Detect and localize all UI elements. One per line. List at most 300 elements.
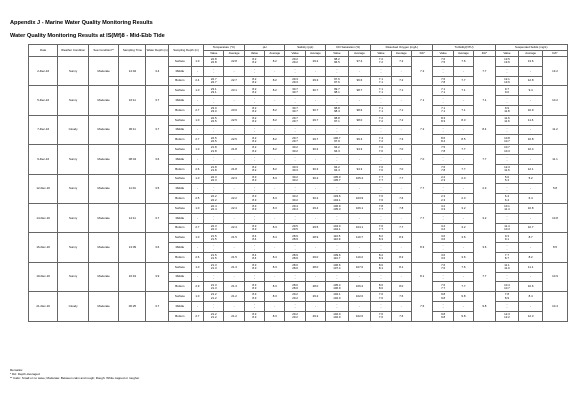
cell-temperature-value: 22.3 — [210, 223, 217, 228]
col-sea: Sea Condition** — [88, 45, 119, 57]
cell-temperature-value: - — [213, 214, 215, 219]
cell-salinity-value: - — [294, 99, 296, 104]
cell-dissolved-oxygen-value: - — [380, 246, 382, 251]
cell-water-depth: 3.6 — [146, 145, 169, 174]
cell-dissolved-oxygen-values — [371, 223, 391, 233]
cell-turbidity-average: - — [453, 154, 473, 164]
cell-dissolved-oxygen-values — [371, 76, 391, 86]
cell-suspended-solids-value: 11.0 — [504, 266, 510, 271]
cell-ph-values — [244, 125, 264, 135]
cell-do-saturation-average: 98.6 — [348, 105, 371, 115]
cell-suspended-solids-values — [495, 86, 519, 96]
cell-dissolved-oxygen-values — [371, 115, 391, 125]
cell-dissolved-oxygen-average: 7.3 — [391, 135, 411, 145]
cell-temperature-values — [204, 57, 224, 67]
cell-suspended-solids-value: 13.6 — [504, 79, 510, 84]
col-do-saturation: DO Saturation (%) — [326, 45, 371, 51]
cell-ph-average: - — [265, 125, 285, 135]
cell-suspended-solids-depth-averaged: 10.2 — [543, 86, 568, 115]
cell-salinity-value: 29.2 — [292, 295, 298, 300]
cell-suspended-solids-values — [495, 135, 519, 145]
cell-temperature-value: 22.3 — [210, 177, 217, 182]
cell-level: Middle — [169, 96, 192, 106]
cell-turbidity-value: - — [442, 275, 444, 280]
cell-sampling-time: 11:01 — [119, 174, 146, 203]
cell-temperature-value: 22.8 — [210, 57, 217, 62]
cell-do-saturation-values — [326, 154, 349, 164]
cell-temperature-values — [204, 252, 224, 262]
cell-ph-value: 8.2 — [252, 168, 257, 173]
cell-temperature-values — [204, 66, 224, 76]
cell-turbidity-depth-averaged: 7.1 — [474, 86, 495, 115]
cell-do-saturation-value: 97.6 — [334, 79, 340, 84]
cell-do-saturation-value: 99.7 — [334, 86, 340, 91]
cell-do-saturation-value: 98.8 — [334, 116, 340, 121]
cell-ph-value: 8.3 — [252, 177, 257, 182]
cell-weather: Sunny — [58, 233, 89, 262]
cell-sampling-depth: 2.5 — [191, 194, 203, 204]
col-date: Date — [29, 45, 58, 57]
cell-dissolved-oxygen-average: 7.8 — [391, 203, 411, 213]
cell-salinity-value: - — [294, 302, 296, 307]
cell-do-saturation-value: - — [336, 217, 338, 222]
cell-dissolved-oxygen-average: 7.6 — [391, 194, 411, 204]
cell-weather: Sunny — [58, 262, 89, 291]
cell-dissolved-oxygen-value: - — [380, 155, 382, 160]
cell-ph-average: 8.2 — [265, 105, 285, 115]
cell-turbidity-value: 7.8 — [441, 148, 446, 153]
cell-ph-values — [244, 174, 264, 184]
cell-dissolved-oxygen-value: 7.0 — [378, 145, 383, 150]
cell-do-saturation-value: - — [336, 96, 338, 101]
cell-salinity-value: 29.5 — [292, 223, 298, 228]
cell-temperature-value: 21.2 — [210, 315, 217, 320]
cell-suspended-solids-value: 11.4 — [504, 223, 510, 228]
cell-dissolved-oxygen-value: - — [380, 272, 382, 277]
cell-ph-values — [244, 184, 264, 194]
cell-ph-value: 8.3 — [252, 174, 257, 179]
cell-salinity-value: 28.9 — [292, 233, 298, 238]
cell-dissolved-oxygen-value: 7.7 — [378, 177, 383, 182]
cell-dissolved-oxygen-value: - — [380, 275, 382, 280]
cell-do-saturation-average: 106.1 — [348, 203, 371, 213]
cell-dissolved-oxygen-value: 8.0 — [378, 263, 383, 268]
cell-ph-value: 8.3 — [252, 312, 257, 317]
cell-temperature-average: 21.5 — [224, 233, 244, 243]
subcol-da: DA* — [411, 51, 433, 57]
cell-dissolved-oxygen-average: - — [391, 301, 411, 311]
cell-do-saturation-values — [326, 272, 349, 282]
cell-water-depth: 3.9 — [146, 262, 169, 291]
cell-level: Middle — [169, 301, 192, 311]
cell-turbidity-value: - — [442, 246, 444, 251]
cell-dissolved-oxygen-value: 7.2 — [378, 116, 383, 121]
cell-suspended-solids-depth-averaged: 11.2 — [543, 115, 568, 144]
subcol-average: Average — [224, 51, 244, 57]
cell-salinity-value: - — [294, 158, 296, 163]
cell-suspended-solids-values — [495, 76, 519, 86]
cell-turbidity-value: 7.1 — [441, 86, 446, 91]
cell-do-saturation-values — [326, 115, 349, 125]
cell-ph-average: - — [265, 243, 285, 253]
cell-suspended-solids-value: - — [506, 184, 508, 189]
cell-dissolved-oxygen-average: - — [391, 184, 411, 194]
cell-suspended-solids-value: 12.3 — [504, 312, 510, 317]
cell-turbidity-values — [433, 76, 453, 86]
cell-turbidity-values — [433, 272, 453, 282]
cell-turbidity-value: 7.6 — [441, 282, 446, 287]
cell-salinity-average: 30.7 — [305, 86, 325, 96]
cell-sea-condition: Moderate — [88, 262, 119, 291]
cell-ph-value: - — [253, 67, 255, 72]
cell-date: 21-Dec-16 — [29, 292, 58, 321]
cell-suspended-solids-value: 12.2 — [504, 315, 510, 320]
cell-dissolved-oxygen-value: - — [380, 128, 382, 133]
cell-ph-values — [244, 135, 264, 145]
cell-salinity-average: - — [305, 66, 325, 76]
cell-weather: Cloudy — [58, 292, 89, 321]
cell-temperature-values — [204, 184, 224, 194]
cell-salinity-average: 30.2 — [305, 194, 325, 204]
cell-ph-value: 8.3 — [252, 197, 257, 202]
cell-turbidity-values — [433, 66, 453, 76]
cell-suspended-solids-depth-averaged: 5.8 — [543, 174, 568, 203]
cell-suspended-solids-depth-averaged: 11.1 — [543, 145, 568, 174]
subcol-average: Average — [519, 51, 543, 57]
cell-temperature-value: 22.4 — [210, 207, 217, 212]
cell-salinity-value: 30.2 — [292, 194, 298, 199]
cell-turbidity-values — [433, 243, 453, 253]
cell-salinity-value: 30.2 — [292, 177, 298, 182]
cell-salinity-average: 29.2 — [305, 57, 325, 67]
cell-do-saturation-value: 105.4 — [333, 282, 341, 287]
cell-ph-value: - — [253, 305, 255, 310]
cell-do-saturation-average: 98.0 — [348, 115, 371, 125]
cell-salinity-value: 28.0 — [292, 285, 298, 290]
cell-suspended-solids-values — [495, 194, 519, 204]
cell-suspended-solids-value: 11.1 — [504, 263, 510, 268]
cell-dissolved-oxygen-average: 8.3 — [391, 233, 411, 243]
cell-do-saturation-value: 102.1 — [333, 292, 341, 297]
cell-temperature-average: - — [224, 243, 244, 253]
cell-sampling-depth: 2.6 — [191, 252, 203, 262]
cell-salinity-average: 29.7 — [305, 135, 325, 145]
cell-salinity-average: 29.5 — [305, 223, 325, 233]
cell-salinity-average: 28.0 — [305, 262, 325, 272]
cell-suspended-solids-value: - — [506, 246, 508, 251]
table-row — [29, 233, 568, 243]
cell-salinity-values — [285, 174, 305, 184]
cell-suspended-solids-average: - — [519, 96, 543, 106]
cell-turbidity-values — [433, 154, 453, 164]
cell-do-saturation-average: - — [348, 213, 371, 223]
cell-salinity-value: 28.0 — [292, 266, 298, 271]
cell-temperature-values — [204, 213, 224, 223]
cell-turbidity-values — [433, 292, 453, 302]
cell-turbidity-value: - — [442, 214, 444, 219]
cell-dissolved-oxygen-value: 7.8 — [378, 204, 383, 209]
cell-turbidity-value: 9.8 — [441, 315, 446, 320]
cell-turbidity-average: 3.2 — [453, 223, 473, 233]
cell-salinity-values — [285, 184, 305, 194]
cell-turbidity-value: 7.6 — [441, 57, 446, 62]
cell-sampling-depth: 1.0 — [191, 174, 203, 184]
cell-turbidity-values — [433, 57, 453, 67]
cell-salinity-values — [285, 203, 305, 213]
cell-date: 5-Dec-16 — [29, 86, 58, 115]
cell-salinity-average: 28.0 — [305, 282, 325, 292]
cell-dissolved-oxygen-value: 8.2 — [378, 253, 383, 258]
cell-dissolved-oxygen-depth-averaged: 7.2 — [411, 115, 433, 144]
cell-ph-average: 8.2 — [265, 115, 285, 125]
cell-ph-values — [244, 105, 264, 115]
cell-suspended-solids-value: 8.7 — [504, 256, 509, 261]
col-weather: Weather Condition — [58, 45, 89, 57]
cell-do-saturation-value: - — [336, 243, 338, 248]
cell-temperature-values — [204, 135, 224, 145]
cell-level: Surface — [169, 145, 192, 155]
cell-dissolved-oxygen-value: - — [380, 214, 382, 219]
cell-turbidity-value: 7.6 — [441, 76, 446, 81]
cell-salinity-values — [285, 154, 305, 164]
cell-salinity-average: 29.2 — [305, 292, 325, 302]
cell-do-saturation-average: - — [348, 96, 371, 106]
cell-temperature-values — [204, 233, 224, 243]
table-row — [29, 145, 568, 155]
cell-dissolved-oxygen-average: - — [391, 272, 411, 282]
cell-do-saturation-value: 102.0 — [333, 312, 341, 317]
cell-ph-values — [244, 194, 264, 204]
cell-turbidity-average: - — [453, 125, 473, 135]
cell-do-saturation-average: 110.2 — [348, 252, 371, 262]
cell-salinity-value: 28.0 — [292, 263, 298, 268]
cell-do-saturation-values — [326, 66, 349, 76]
cell-temperature-average: 22.5 — [224, 115, 244, 125]
cell-salinity-values — [285, 233, 305, 243]
cell-do-saturation-average: 106.2 — [348, 282, 371, 292]
cell-do-saturation-value: 104.1 — [333, 197, 341, 202]
cell-ph-value: - — [253, 243, 255, 248]
cell-temperature-value: 21.3 — [210, 266, 217, 271]
cell-suspended-solids-value: - — [506, 187, 508, 192]
cell-sampling-depth: - — [191, 243, 203, 253]
cell-ph-value: 8.2 — [252, 106, 257, 111]
cell-turbidity-value: 3.2 — [441, 226, 446, 231]
cell-dissolved-oxygen-value: 7.6 — [378, 295, 383, 300]
cell-do-saturation-value: - — [336, 155, 338, 160]
cell-dissolved-oxygen-value: 7.6 — [378, 292, 383, 297]
cell-ph-value: 8.2 — [252, 119, 257, 124]
cell-salinity-value: - — [294, 272, 296, 277]
cell-ph-value: - — [253, 184, 255, 189]
cell-dissolved-oxygen-average: 8.0 — [391, 282, 411, 292]
cell-salinity-average: 28.9 — [305, 233, 325, 243]
cell-salinity-value: - — [294, 246, 296, 251]
cell-dissolved-oxygen-value: 7.1 — [378, 106, 383, 111]
cell-temperature-average: 23.1 — [224, 86, 244, 96]
cell-ph-average: 8.2 — [265, 164, 285, 174]
cell-suspended-solids-average: 10.7 — [519, 223, 543, 233]
cell-salinity-value: 29.7 — [292, 116, 298, 121]
remarks-note-da: * DA: Depth-Averaged — [10, 372, 40, 376]
cell-do-saturation-average: 94.3 — [348, 145, 371, 155]
cell-turbidity-value: 2.2 — [441, 174, 446, 179]
cell-salinity-value: - — [294, 305, 296, 310]
cell-suspended-solids-values — [495, 243, 519, 253]
cell-dissolved-oxygen-values — [371, 311, 391, 321]
cell-salinity-values — [285, 115, 305, 125]
cell-temperature-value: 21.8 — [210, 168, 217, 173]
cell-salinity-value: 29.3 — [292, 76, 298, 81]
cell-dissolved-oxygen-average: 8.1 — [391, 262, 411, 272]
cell-dissolved-oxygen-depth-averaged: 8.3 — [411, 233, 433, 262]
cell-do-saturation-value: 106.9 — [333, 204, 341, 209]
cell-turbidity-value: 9.8 — [441, 295, 446, 300]
cell-ph-value: 8.3 — [252, 263, 257, 268]
cell-suspended-solids-value: 5.4 — [504, 177, 509, 182]
cell-turbidity-values — [433, 233, 453, 243]
cell-suspended-solids-value: - — [506, 99, 508, 104]
cell-ph-average: 8.3 — [265, 194, 285, 204]
cell-salinity-value: - — [294, 125, 296, 130]
cell-level: Surface — [169, 262, 192, 272]
cell-ph-value: 8.4 — [252, 233, 257, 238]
cell-suspended-solids-values — [495, 96, 519, 106]
cell-ph-value: 8.3 — [252, 204, 257, 209]
cell-suspended-solids-average: 10.9 — [519, 105, 543, 115]
cell-temperature-average: 22.7 — [224, 76, 244, 86]
cell-ph-values — [244, 243, 264, 253]
cell-temperature-values — [204, 76, 224, 86]
cell-ph-average: - — [265, 184, 285, 194]
cell-salinity-average: 29.4 — [305, 203, 325, 213]
cell-turbidity-values — [433, 164, 453, 174]
cell-salinity-value: - — [294, 67, 296, 72]
cell-do-saturation-value: 98.2 — [334, 57, 340, 62]
cell-suspended-solids-value: 9.7 — [504, 86, 509, 91]
cell-ph-values — [244, 223, 264, 233]
cell-ph-average: - — [265, 66, 285, 76]
cell-sampling-depth: 2.9 — [191, 282, 203, 292]
cell-salinity-average: 29.2 — [305, 311, 325, 321]
cell-dissolved-oxygen-value: - — [380, 243, 382, 248]
cell-dissolved-oxygen-values — [371, 262, 391, 272]
cell-salinity-value: 30.7 — [292, 109, 298, 114]
cell-turbidity-value: 2.3 — [441, 194, 446, 199]
cell-level: Surface — [169, 86, 192, 96]
cell-sampling-depth: 1.0 — [191, 233, 203, 243]
cell-temperature-values — [204, 282, 224, 292]
cell-do-saturation-values — [326, 213, 349, 223]
cell-do-saturation-value: - — [336, 305, 338, 310]
table-row — [29, 203, 568, 213]
table-row — [29, 57, 568, 67]
cell-dissolved-oxygen-values — [371, 125, 391, 135]
cell-dissolved-oxygen-value: 7.7 — [378, 174, 383, 179]
cell-do-saturation-value: 110.7 — [333, 256, 341, 261]
cell-level: Middle — [169, 66, 192, 76]
cell-turbidity-depth-averaged: 8.4 — [474, 115, 495, 144]
cell-salinity-values — [285, 66, 305, 76]
cell-salinity-value: 29.7 — [292, 135, 298, 140]
cell-dissolved-oxygen-values — [371, 184, 391, 194]
cell-turbidity-value: 2.3 — [441, 197, 446, 202]
cell-sea-condition: Moderate — [88, 86, 119, 115]
cell-dissolved-oxygen-value: 7.6 — [378, 223, 383, 228]
cell-temperature-average: 22.8 — [224, 57, 244, 67]
cell-temperature-value: 22.5 — [210, 138, 217, 143]
cell-salinity-average: - — [305, 213, 325, 223]
cell-suspended-solids-values — [495, 233, 519, 243]
cell-suspended-solids-value: 6.4 — [504, 194, 509, 199]
cell-ph-value: - — [253, 246, 255, 251]
cell-salinity-value: 30.2 — [292, 145, 298, 150]
cell-do-saturation-values — [326, 96, 349, 106]
cell-salinity-values — [285, 292, 305, 302]
cell-dissolved-oxygen-value: 7.2 — [378, 60, 383, 65]
table-row — [29, 115, 568, 125]
cell-temperature-values — [204, 311, 224, 321]
cell-turbidity-value: - — [442, 305, 444, 310]
cell-sampling-depth: 1.0 — [191, 115, 203, 125]
cell-sea-condition: Moderate — [88, 233, 119, 262]
cell-salinity-values — [285, 135, 305, 145]
water-quality-table — [28, 44, 568, 322]
cell-ph-value: 8.2 — [252, 145, 257, 150]
cell-suspended-solids-value: - — [506, 214, 508, 219]
cell-turbidity-values — [433, 203, 453, 213]
cell-suspended-solids-value: - — [506, 217, 508, 222]
cell-suspended-solids-values — [495, 66, 519, 76]
cell-suspended-solids-value: - — [506, 275, 508, 280]
subcol-average: Average — [391, 51, 411, 57]
cell-do-saturation-value: 102.0 — [333, 295, 341, 300]
table-row — [29, 262, 568, 272]
cell-temperature-value: - — [213, 99, 215, 104]
cell-ph-value: 8.2 — [252, 116, 257, 121]
cell-do-saturation-value: - — [336, 214, 338, 219]
cell-salinity-value: 29.2 — [292, 312, 298, 317]
cell-do-saturation-average: 94.3 — [348, 164, 371, 174]
cell-do-saturation-value: - — [336, 187, 338, 192]
cell-dissolved-oxygen-average: 7.2 — [391, 115, 411, 125]
cell-sampling-depth: 2.7 — [191, 223, 203, 233]
cell-temperature-value: - — [213, 275, 215, 280]
cell-suspended-solids-value: 7.7 — [504, 253, 509, 258]
cell-salinity-value: - — [294, 184, 296, 189]
cell-turbidity-value: 3.2 — [441, 223, 446, 228]
cell-water-depth: 3.6 — [146, 233, 169, 262]
cell-temperature-value: 21.5 — [210, 253, 217, 258]
cell-do-saturation-average: - — [348, 272, 371, 282]
cell-do-saturation-average: 104.1 — [348, 223, 371, 233]
cell-salinity-value: 30.2 — [292, 148, 298, 153]
cell-sampling-time: 06:25 — [119, 292, 146, 321]
cell-turbidity-average: 3.6 — [453, 233, 473, 243]
cell-temperature-value: 23.0 — [210, 106, 217, 111]
cell-salinity-values — [285, 301, 305, 311]
cell-suspended-solids-values — [495, 105, 519, 115]
cell-suspended-solids-value: - — [506, 305, 508, 310]
cell-dissolved-oxygen-average: 7.2 — [391, 76, 411, 86]
cell-sampling-depth: 2.4 — [191, 76, 203, 86]
cell-dissolved-oxygen-value: - — [380, 96, 382, 101]
cell-salinity-value: - — [294, 275, 296, 280]
cell-suspended-solids-value: 13.5 — [504, 57, 510, 62]
cell-ph-average: - — [265, 301, 285, 311]
cell-do-saturation-average: 99.3 — [348, 135, 371, 145]
cell-turbidity-value: 3.6 — [441, 256, 446, 261]
